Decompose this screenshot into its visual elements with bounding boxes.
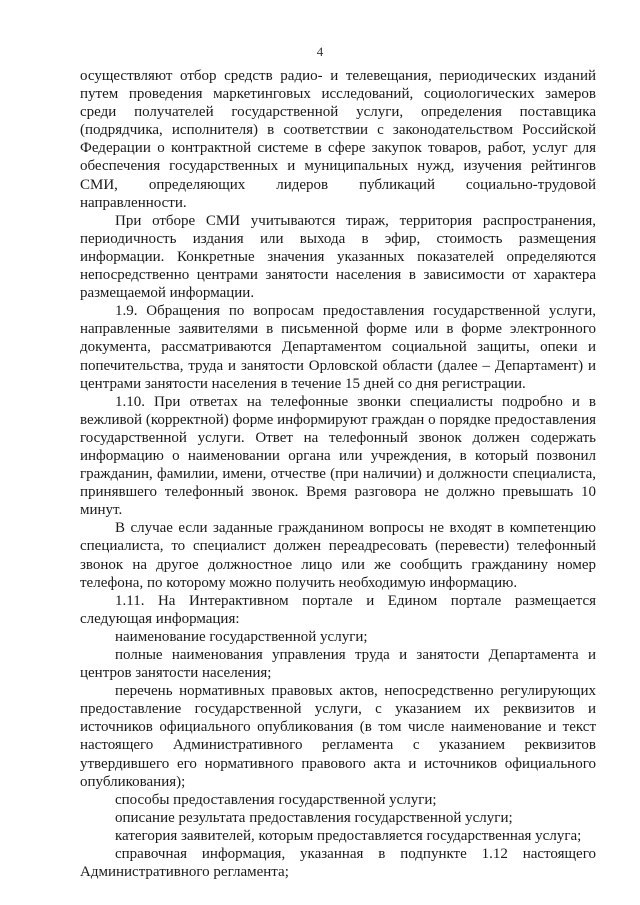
- list-item-applicant-category: категория заявителей, которым предоставляется государственная услуга;: [115, 827, 582, 844]
- paragraph-1-9: 1.9. Обращения по вопросам предоставления государственной услуги, направленные заявителями в письменной форме или в форме электронного документа, рассматриваются Департаментом социальной защиты, опеки и попечительства, труда и занятости Орловской области (далее – Департамент) и центрами занятости населения в течение 15 дней со дня регистрации.: [80, 303, 596, 392]
- page-number: 4: [316, 44, 324, 59]
- paragraph-1-11: 1.11. На Интерактивном портале и Едином портале размещается следующая информация:: [80, 592, 596, 627]
- paragraph-media-selection: осуществляют отбор средств радио- и телевещания, периодических изданий путем проведения маркетинговых исследований, социологических замеров среди получателей государственной услуги, определения поставщика (подрядчика, исполнителя) в соответствии с законодательством Российской Федерации о контрактной системе в сфере закупок товаров, работ, услуг для обеспечения государственных и муниципальных нужд, изучения рейтингов СМИ, определяющих лидеров публикаций социально-трудовой направленности.: [80, 68, 596, 211]
- list-item-legal-acts: перечень нормативных правовых актов, непосредственно регулирующих предоставление государственной услуги, с указанием их реквизитов и источников официального опубликования (в том числе наименование и текст настоящего Административного регламента с указанием реквизитов утвердившего его нормативного правового акта и источников официального опубликования);: [80, 683, 596, 790]
- document-body: [80, 67, 596, 881]
- paragraph-media-criteria: При отборе СМИ учитываются тираж, территория распространения, периодичность издания или выхода в эфир, стоимость размещения информации. Конкретные значения указанных показателей определяются непосредственно центрами занятости населения в зависимости от характера размещаемой информации.: [80, 212, 596, 302]
- paragraph-redirect-call: В случае если заданные гражданином вопросы не входят в компетенцию специалиста, то специалист должен переадресовать (перевести) телефонный звонок на другое должностное лицо или же сообщить гражданину номер телефона, по которому можно получить необходимую информацию.: [80, 520, 596, 591]
- list-item-department-names: полные наименования управления труда и занятости Департамента и центров занятости населения;: [80, 647, 596, 682]
- list-item-result-description: описание результата предоставления государственной услуги;: [115, 809, 513, 826]
- list-item-service-name: наименование государственной услуги;: [115, 628, 368, 645]
- paragraph-1-10: 1.10. При ответах на телефонные звонки специалисты подробно и в вежливой (корректной) форме информируют граждан о порядке предоставления государственной услуги. Ответ на телефонный звонок должен содержать информацию о наименовании органа или учреждения, в который позвонил гражданин, фамилии, имени, отчестве (при наличии) и должности специалиста, принявшего телефонный звонок. Время разговора не должно превышать 10 минут.: [80, 393, 596, 519]
- list-item-reference-info: справочная информация, указанная в подпункте 1.12 настоящего Административного регламента;: [80, 846, 596, 881]
- list-item-service-methods: способы предоставления государственной услуги;: [115, 791, 437, 808]
